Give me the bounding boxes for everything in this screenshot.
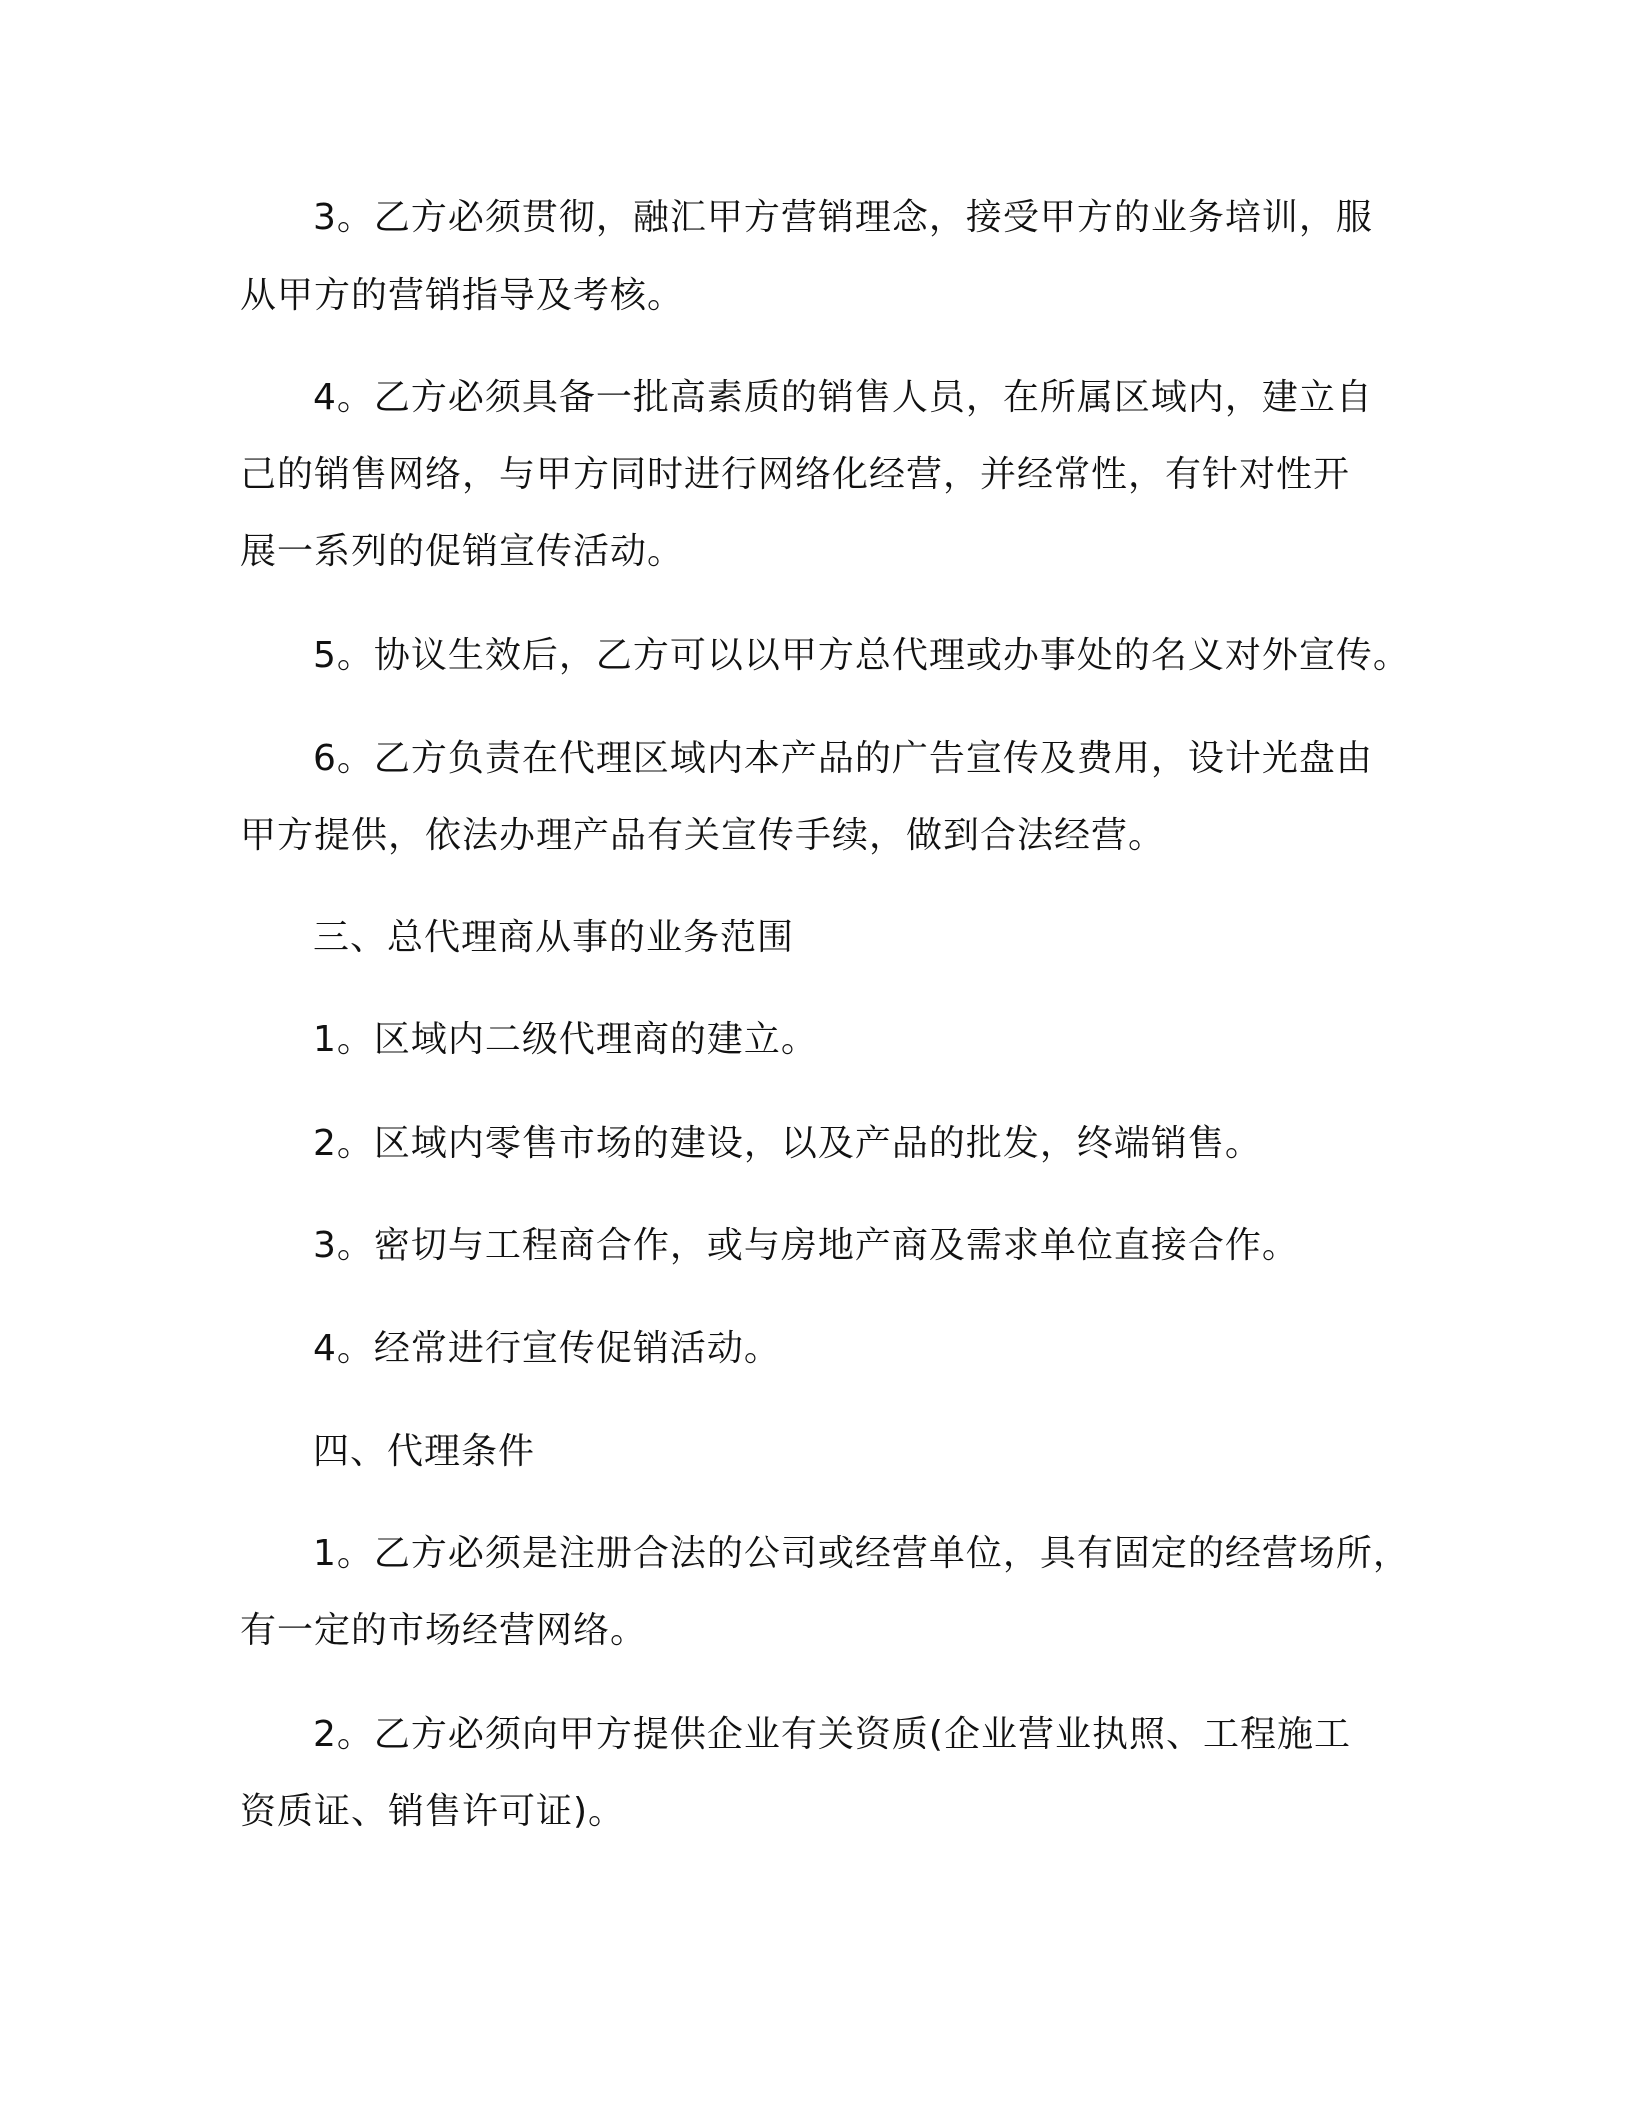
text-line: 4。乙方必须具备一批高素质的销售人员，在所属区域内，建立自 — [313, 377, 1373, 418]
text-line: 甲方提供，依法办理产品有关宣传手续，做到合法经营。 — [240, 815, 1166, 856]
text-line: 6。乙方负责在代理区域内本产品的广告宣传及费用，设计光盘由 — [313, 738, 1373, 779]
section-heading: 四、代理条件 — [313, 1431, 536, 1472]
text-line: 2。乙方必须向甲方提供企业有关资质(企业营业执照、工程施工 — [313, 1714, 1351, 1755]
text-line: 资质证、销售许可证)。 — [240, 1791, 626, 1832]
section-heading: 三、总代理商从事的业务范围 — [313, 917, 795, 958]
text-line: 从甲方的营销指导及考核。 — [240, 275, 685, 316]
text-line: 3。乙方必须贯彻，融汇甲方营销理念，接受甲方的业务培训，服 — [313, 197, 1373, 238]
text-line: 展一系列的促销宣传活动。 — [240, 531, 685, 572]
text-line: 3。密切与工程商合作，或与房地产商及需求单位直接合作。 — [313, 1225, 1299, 1266]
text-line: 1。区域内二级代理商的建立。 — [313, 1019, 818, 1060]
text-line: 4。经常进行宣传促销活动。 — [313, 1328, 781, 1369]
text-line: 5。协议生效后，乙方可以以甲方总代理或办事处的名义对外宣传。 — [313, 635, 1410, 676]
text-line: 2。区域内零售市场的建设，以及产品的批发，终端销售。 — [313, 1123, 1262, 1164]
text-line: 1。乙方必须是注册合法的公司或经营单位，具有固定的经营场所， — [313, 1533, 1410, 1574]
text-line: 有一定的市场经营网络。 — [240, 1610, 648, 1651]
text-line: 己的销售网络，与甲方同时进行网络化经营，并经常性，有针对性开 — [240, 454, 1351, 495]
